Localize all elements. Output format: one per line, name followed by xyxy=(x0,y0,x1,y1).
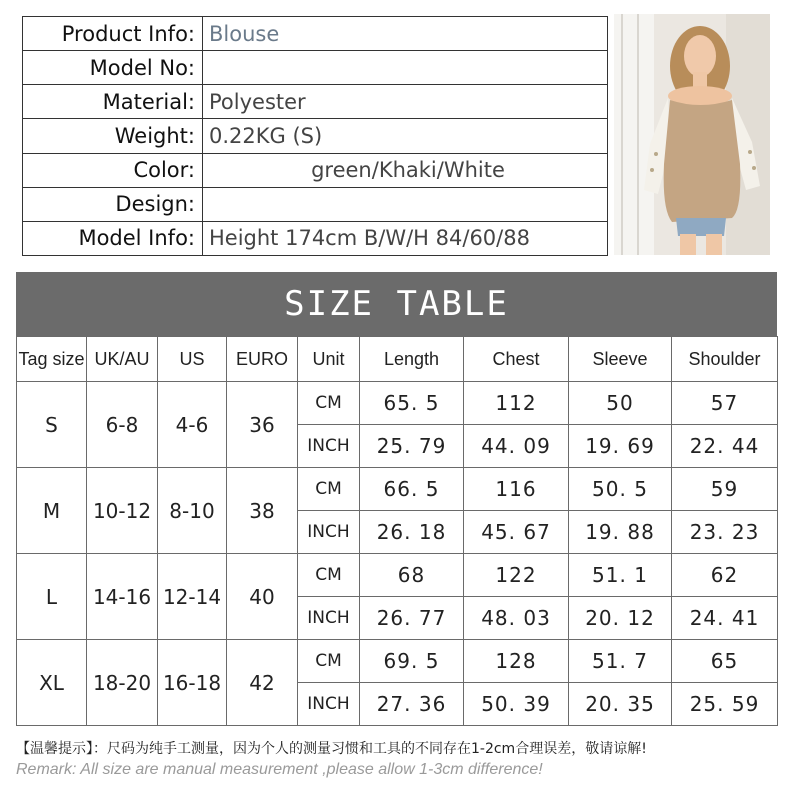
measurement-cell: 26. 77 xyxy=(360,597,464,640)
measurement-cell: 66. 5 xyxy=(360,468,464,511)
size-table-header-cell: Unit xyxy=(298,337,360,382)
product-info-label: Product Info: xyxy=(23,17,203,51)
size-table-header-cell: US xyxy=(158,337,227,382)
measurement-cell: 57 xyxy=(672,382,778,425)
size-table-header-cell: Length xyxy=(360,337,464,382)
measurement-cell: 51. 1 xyxy=(569,554,672,597)
product-info-value xyxy=(203,187,608,221)
measurement-cell: 20. 12 xyxy=(569,597,672,640)
product-info-row xyxy=(23,153,608,187)
measurement-cell: 51. 7 xyxy=(569,640,672,683)
measurement-cell: 24. 41 xyxy=(672,597,778,640)
measurement-cell: 27. 36 xyxy=(360,683,464,726)
size-table-header-cell: Tag size xyxy=(17,337,87,382)
size-us-cell: 4-6 xyxy=(158,382,227,468)
measurement-cell: 22. 44 xyxy=(672,425,778,468)
size-table-title: SIZE TABLE xyxy=(16,272,777,336)
size-row-cm xyxy=(17,554,778,597)
product-info-row xyxy=(23,119,608,153)
measurement-cell: 69. 5 xyxy=(360,640,464,683)
measurement-cell: 48. 03 xyxy=(464,597,569,640)
size-table-header-cell: Sleeve xyxy=(569,337,672,382)
size-table xyxy=(16,336,778,726)
unit-cell: CM xyxy=(298,554,360,597)
size-tag-cell: L xyxy=(17,554,87,640)
product-info-value: Blouse xyxy=(203,17,608,51)
size-euro-cell: 36 xyxy=(227,382,298,468)
measurement-cell: 45. 67 xyxy=(464,511,569,554)
size-row-cm xyxy=(17,382,778,425)
unit-cell: CM xyxy=(298,640,360,683)
product-info-label: Model Info: xyxy=(23,221,203,255)
measurement-cell: 50 xyxy=(569,382,672,425)
size-table-header-cell: Shoulder xyxy=(672,337,778,382)
measurement-cell: 50. 5 xyxy=(569,468,672,511)
measurement-cell: 50. 39 xyxy=(464,683,569,726)
size-row-cm xyxy=(17,640,778,683)
size-euro-cell: 38 xyxy=(227,468,298,554)
size-table-header-cell: UK/AU xyxy=(87,337,158,382)
measurement-cell: 116 xyxy=(464,468,569,511)
product-info-value: Height 174cm B/W/H 84/60/88 xyxy=(203,221,608,255)
product-info-label: Weight: xyxy=(23,119,203,153)
size-table-header-cell: Chest xyxy=(464,337,569,382)
measurement-cell: 20. 35 xyxy=(569,683,672,726)
unit-cell: INCH xyxy=(298,597,360,640)
product-info-label: Design: xyxy=(23,187,203,221)
size-euro-cell: 40 xyxy=(227,554,298,640)
size-us-cell: 12-14 xyxy=(158,554,227,640)
measurement-cell: 19. 88 xyxy=(569,511,672,554)
measurement-cell: 122 xyxy=(464,554,569,597)
size-table-header-cell: EURO xyxy=(227,337,298,382)
size-us-cell: 8-10 xyxy=(158,468,227,554)
size-uk-cell: 10-12 xyxy=(87,468,158,554)
measurement-cell: 25. 59 xyxy=(672,683,778,726)
size-uk-cell: 6-8 xyxy=(87,382,158,468)
product-info-row xyxy=(23,17,608,51)
measurement-cell: 65 xyxy=(672,640,778,683)
product-info-value: Polyester xyxy=(203,85,608,119)
size-uk-cell: 14-16 xyxy=(87,554,158,640)
size-euro-cell: 42 xyxy=(227,640,298,726)
size-tag-cell: XL xyxy=(17,640,87,726)
product-info-row xyxy=(23,85,608,119)
size-row-cm xyxy=(17,468,778,511)
product-info-table xyxy=(22,16,608,256)
model-illustration xyxy=(614,14,770,255)
model-photo xyxy=(614,14,770,255)
product-info-value: 0.22KG (S) xyxy=(203,119,608,153)
measurement-cell: 25. 79 xyxy=(360,425,464,468)
measurement-cell: 128 xyxy=(464,640,569,683)
measurement-cell: 59 xyxy=(672,468,778,511)
size-us-cell: 16-18 xyxy=(158,640,227,726)
product-info-value xyxy=(203,51,608,85)
unit-cell: INCH xyxy=(298,425,360,468)
remark-english: Remark: All size are manual measurement ,please allow 1-3cm difference! xyxy=(16,761,543,778)
product-info-value: green/Khaki/White xyxy=(203,153,608,187)
unit-cell: CM xyxy=(298,468,360,511)
measurement-cell: 23. 23 xyxy=(672,511,778,554)
product-info-row xyxy=(23,221,608,255)
measurement-cell: 19. 69 xyxy=(569,425,672,468)
remark-chinese: 【温馨提示】：尺码为纯手工测量，因为个人的测量习惯和工具的不同存在1-2cm合理误差，敬请谅解! xyxy=(16,741,647,757)
measurement-cell: 44. 09 xyxy=(464,425,569,468)
product-info-row xyxy=(23,187,608,221)
measurement-cell: 62 xyxy=(672,554,778,597)
measurement-cell: 26. 18 xyxy=(360,511,464,554)
size-table-header-row xyxy=(17,337,778,382)
size-tag-cell: S xyxy=(17,382,87,468)
unit-cell: CM xyxy=(298,382,360,425)
measurement-cell: 68 xyxy=(360,554,464,597)
measurement-cell: 112 xyxy=(464,382,569,425)
size-tag-cell: M xyxy=(17,468,87,554)
size-uk-cell: 18-20 xyxy=(87,640,158,726)
measurement-cell: 65. 5 xyxy=(360,382,464,425)
product-info-label: Material: xyxy=(23,85,203,119)
product-info-label: Model No: xyxy=(23,51,203,85)
unit-cell: INCH xyxy=(298,683,360,726)
product-info-label: Color: xyxy=(23,153,203,187)
product-info-row xyxy=(23,51,608,85)
unit-cell: INCH xyxy=(298,511,360,554)
